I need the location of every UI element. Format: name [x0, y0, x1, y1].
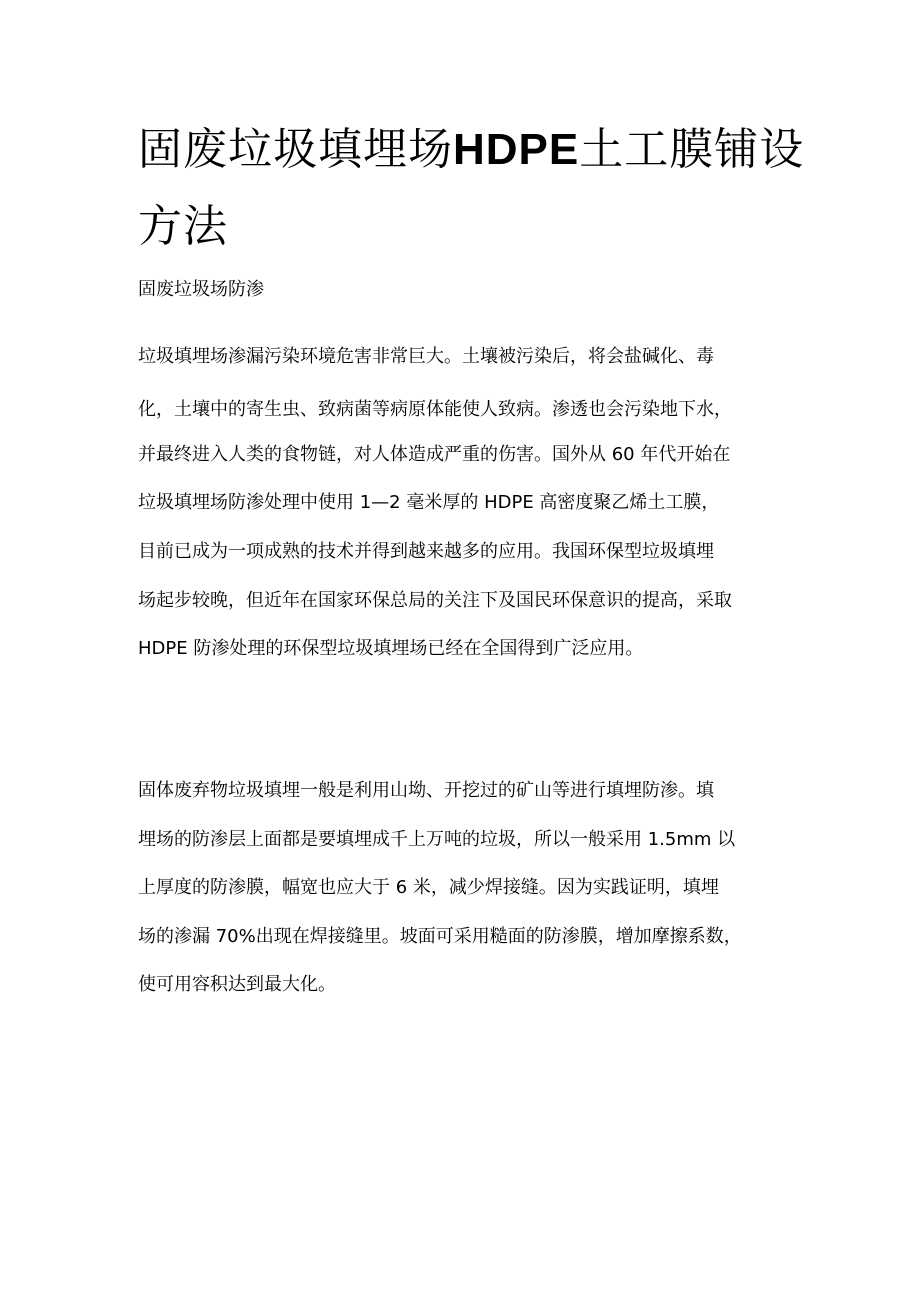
document-title-line-2: 方法	[138, 201, 228, 252]
paragraph-line: 目前已成为一项成熟的技术并得到越来越多的应用。我国环保型垃圾填埋	[138, 541, 714, 562]
title-prefix: 固废垃圾填埋场	[138, 124, 453, 175]
paragraph-line: 并最终进入人类的食物链，对人体造成严重的伤害。国外从 60 年代开始在	[138, 444, 731, 465]
section-heading: 固废垃圾场防渗	[138, 279, 264, 300]
paragraph-line: 垃圾填埋场防渗处理中使用 1—2 毫米厚的 HDPE 高密度聚乙烯土工膜，	[138, 492, 720, 513]
document-title-line-1	[138, 120, 804, 180]
title-hdpe: HDPE	[453, 125, 580, 174]
paragraph-line: 埋场的防渗层上面都是要填埋成千上万吨的垃圾，所以一般采用 1.5mm 以	[138, 829, 736, 850]
paragraph-line: 化，土壤中的寄生虫、致病菌等病原体能使人致病。渗透也会污染地下水，	[138, 399, 732, 420]
paragraph-line: 场起步较晚，但近年在国家环保总局的关注下及国民环保意识的提高，采取	[138, 590, 732, 611]
paragraph-line: 使可用容积达到最大化。	[138, 974, 336, 995]
title-suffix: 土工膜铺设	[579, 124, 805, 175]
paragraph-line: 垃圾填埋场渗漏污染环境危害非常巨大。土壤被污染后，将会盐碱化、毒	[138, 346, 714, 367]
paragraph-line: 上厚度的防渗膜，幅宽也应大于 6 米，减少焊接缝。因为实践证明，填埋	[138, 877, 719, 898]
paragraph-line: 场的渗漏 70%出现在焊接缝里。坡面可采用糙面的防渗膜，增加摩擦系数，	[138, 926, 742, 947]
paragraph-line: 固体废弃物垃圾填埋一般是利用山坳、开挖过的矿山等进行填埋防渗。填	[138, 780, 714, 801]
paragraph-line: HDPE 防渗处理的环保型垃圾填埋场已经在全国得到广泛应用。	[138, 638, 644, 659]
